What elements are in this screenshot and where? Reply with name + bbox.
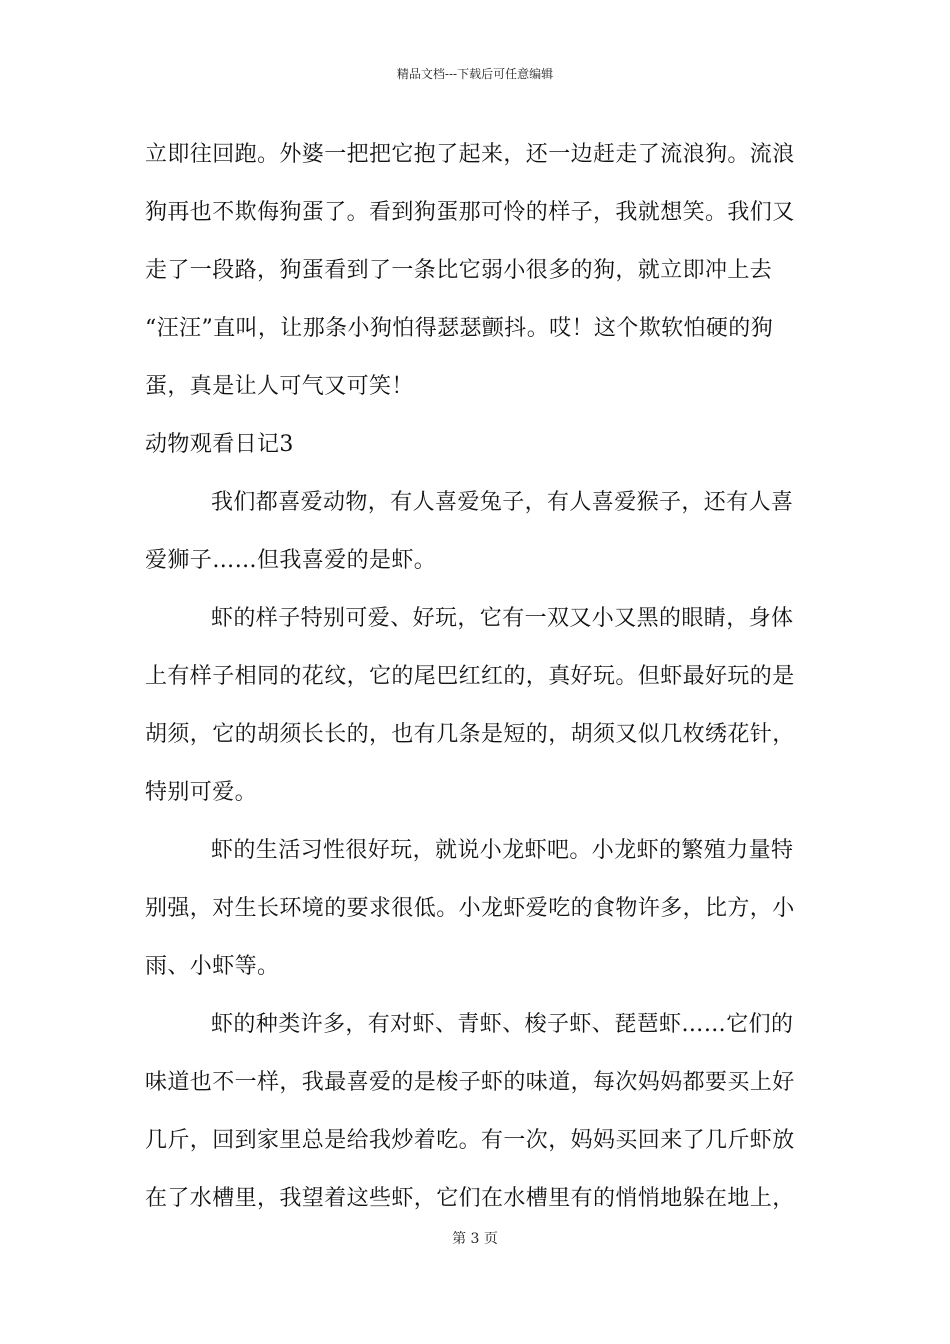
page-number: 第 3 页 xyxy=(452,1231,498,1247)
text-line: 特别可爱。 xyxy=(145,780,258,805)
paragraph-first-line: 虾的种类许多，有对虾、青虾、梭子虾、琵琶虾……它们的 xyxy=(211,1012,794,1037)
paragraph-first-line: 我们都喜爱动物，有人喜爱兔子，有人喜爱猴子，还有人喜 xyxy=(211,490,794,515)
text-line: 胡须，它的胡须长长的，也有几条是短的，胡须又似几枚绣花针， xyxy=(145,722,795,747)
page-header: 精品文档---下载后可任意编辑 xyxy=(396,67,554,81)
text-line: 味道也不一样，我最喜爱的是梭子虾的味道，每次妈妈都要买上好 xyxy=(145,1070,795,1095)
text-line: 几斤，回到家里总是给我炒着吃。有一次，妈妈买回来了几斤虾放 xyxy=(145,1128,795,1153)
section-heading: 动物观看日记3 xyxy=(145,432,294,457)
text-line: 立即往回跑。外婆一把把它抱了起来，还一边赶走了流浪狗。流浪 xyxy=(145,142,795,167)
text-line: 雨、小虾等。 xyxy=(145,954,280,979)
text-line: 走了一段路，狗蛋看到了一条比它弱小很多的狗，就立即冲上去 xyxy=(145,258,773,283)
text-line: 上有样子相同的花纹，它的尾巴红红的，真好玩。但虾最好玩的是 xyxy=(145,664,795,689)
text-line: “汪汪”直叫，让那条小狗怕得瑟瑟颤抖。哎！这个欺软怕硬的狗 xyxy=(145,316,774,341)
text-line: 狗再也不欺侮狗蛋了。看到狗蛋那可怜的样子，我就想笑。我们又 xyxy=(145,200,795,225)
document-body xyxy=(145,126,807,1228)
text-line: 别强，对生长环境的要求很低。小龙虾爱吃的食物许多，比方，小 xyxy=(145,896,795,921)
text-line: 爱狮子……但我喜爱的是虾。 xyxy=(145,548,437,573)
paragraph-first-line: 虾的生活习性很好玩，就说小龙虾吧。小龙虾的繁殖力量特 xyxy=(211,838,794,863)
paragraph-first-line: 虾的样子特别可爱、好玩，它有一双又小又黑的眼睛，身体 xyxy=(211,606,794,631)
text-line: 蛋，真是让人可气又可笑！ xyxy=(145,374,414,399)
text-line: 在了水槽里，我望着这些虾，它们在水槽里有的悄悄地躲在地上， xyxy=(145,1186,795,1211)
